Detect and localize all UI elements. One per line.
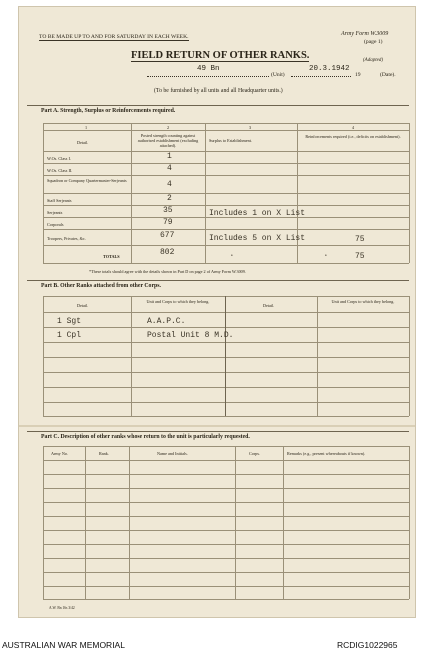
part-c-header-remarks: Remarks (e.g., present whereabouts if known).	[287, 451, 366, 456]
part-c-header-army-no: Army No.	[51, 451, 68, 456]
date-century: 19	[355, 72, 361, 78]
col-line	[43, 446, 44, 599]
part-c-header-corps: Corps.	[249, 451, 261, 456]
row-line	[43, 558, 409, 559]
col-header-posted: Posted strength counting against authorised establishment (excluding attached).	[137, 133, 199, 148]
part-b-header-bottom	[43, 312, 409, 313]
part-c-header-bottom	[43, 460, 409, 461]
col-number-3: 3	[249, 125, 252, 130]
col-line	[43, 296, 44, 416]
col-line	[409, 296, 410, 416]
row-line	[43, 193, 409, 194]
row-line	[43, 163, 409, 164]
row-line	[43, 402, 409, 403]
row-line	[43, 488, 409, 489]
row-line	[43, 502, 409, 503]
row-detail-wo2: W.Os. Class II.	[47, 168, 73, 173]
col-number-2: 2	[167, 125, 170, 130]
part-c-heading: Part C. Description of other ranks whose return to the unit is particularly requested.	[41, 434, 250, 440]
part-b-row-detail: 1 Sgt	[57, 317, 82, 326]
totals-reinf: 75	[355, 252, 365, 261]
row-line	[43, 357, 409, 358]
unit-label: (Unit)	[271, 72, 285, 78]
row-posted-cqms: 4	[167, 180, 172, 189]
col-line	[317, 296, 318, 416]
row-line	[43, 245, 409, 246]
part-a-rule	[27, 105, 409, 106]
part-c-header-name: Name and Initials.	[157, 451, 188, 456]
row-surplus-privates: Includes 5 on X List	[209, 234, 306, 243]
col-line	[131, 296, 132, 416]
row-surplus-serjeants: Includes 1 on X List	[209, 209, 306, 218]
part-b-top	[43, 296, 409, 297]
row-posted-corporals: 79	[163, 218, 173, 227]
part-b-bottom	[43, 416, 409, 417]
totals-surplus: •	[231, 254, 233, 259]
col-header-reinforcements: Reinforcements required (i.e., deficits on establishment).	[305, 134, 401, 139]
part-c-bottom	[43, 599, 409, 600]
col-header-surplus: Surplus to Establishment.	[209, 138, 252, 143]
part-b-rule	[27, 280, 409, 281]
row-posted-wo1: 1	[167, 152, 172, 161]
row-line	[43, 544, 409, 545]
col-line	[205, 123, 206, 263]
col-number-1: 1	[85, 125, 88, 130]
row-line	[43, 175, 409, 176]
row-detail-corporals: Corporals	[47, 222, 64, 227]
page-title: FIELD RETURN OF OTHER RANKS.	[131, 50, 310, 61]
col-header-detail: Detail.	[77, 140, 89, 145]
row-detail-cqms: Squadron or Company Quartermaster-Serjeants	[47, 178, 127, 183]
row-reinf-privates: 75	[355, 235, 365, 244]
totals-bottom	[43, 263, 409, 264]
archive-id: RCDIG1022965	[337, 640, 398, 650]
part-c-top	[43, 446, 409, 447]
col-line	[283, 446, 284, 599]
totals-posted: 802	[160, 248, 175, 257]
col-line	[131, 123, 132, 263]
row-line	[43, 327, 409, 328]
form-number: Army Form W.3009	[341, 31, 389, 37]
date-value: 20.3.1942	[309, 65, 350, 73]
part-a-number-row	[43, 130, 409, 131]
part-b-header-unit-2: Unit and Corps to which they belong.	[331, 299, 395, 304]
col-line	[225, 296, 226, 416]
col-line	[129, 446, 130, 599]
col-line	[235, 446, 236, 599]
form-page: (page 1)	[364, 39, 383, 45]
totals-footnote: *These totals should agree with the details shown in Part D on page 2 of Army Form W.3009.	[89, 269, 246, 274]
page-fold	[19, 425, 415, 427]
row-line	[43, 372, 409, 373]
row-posted-serjeants: 35	[163, 206, 173, 215]
col-number-4: 4	[352, 125, 355, 130]
row-line	[43, 530, 409, 531]
archive-footer	[0, 636, 432, 654]
row-posted-wo2: 4	[167, 164, 172, 173]
archive-name: AUSTRALIAN WAR MEMORIAL	[2, 640, 125, 650]
row-line	[43, 572, 409, 573]
col-line	[85, 446, 86, 599]
part-b-header-detail-1: Detail.	[77, 303, 89, 308]
row-detail-serjeants: Serjeants	[47, 210, 63, 215]
unit-value: 49 Bn	[197, 65, 220, 73]
part-c-rule	[27, 431, 409, 432]
part-a-heading: Part A. Strength, Surplus or Reinforcements required.	[41, 108, 176, 114]
col-line	[43, 123, 44, 263]
row-posted-staff-sjt: 2	[167, 194, 172, 203]
totals-reinf-mark: •	[325, 254, 327, 259]
col-line	[409, 446, 410, 599]
row-detail-wo1: W.Os. Class I.	[47, 156, 71, 161]
totals-label: TOTALS	[103, 254, 120, 259]
unit-line	[147, 76, 269, 77]
row-line	[43, 229, 409, 230]
part-b-header-unit-1: Unit and Corps to which they belong.	[146, 299, 210, 304]
row-posted-privates: 677	[160, 231, 175, 240]
header-note: TO BE MADE UP TO AND FOR SATURDAY IN EACH WEEK.	[39, 34, 189, 40]
date-line	[291, 76, 351, 77]
part-b-row-unit: A.A.P.C.	[147, 317, 186, 326]
col-line	[409, 123, 410, 263]
printer-note: A.W. Bn 16s 3/42	[49, 606, 75, 610]
date-label: (Date).	[380, 72, 396, 78]
furnished-note: (To be furnished by all units and all Headquarter units.)	[154, 88, 283, 94]
row-detail-privates: Troopers, Privates, &c.	[47, 236, 86, 241]
row-line	[43, 205, 409, 206]
adapted-note: (Adapted)	[363, 58, 383, 63]
part-b-row-unit: Postal Unit 8 M.D.	[147, 331, 234, 340]
row-line	[43, 516, 409, 517]
form-sheet	[18, 6, 416, 618]
part-b-heading: Part B. Other Ranks attached from other Corps.	[41, 283, 161, 289]
row-line	[43, 586, 409, 587]
row-line	[43, 342, 409, 343]
part-b-row-detail: 1 Cpl	[57, 331, 82, 340]
part-a-top	[43, 123, 409, 124]
part-a-header-bottom	[43, 151, 409, 152]
row-line	[43, 387, 409, 388]
part-b-header-detail-2: Detail.	[263, 303, 275, 308]
part-c-header-rank: Rank.	[99, 451, 109, 456]
row-line	[43, 474, 409, 475]
row-detail-staff-sjt: Staff Serjeants	[47, 198, 72, 203]
